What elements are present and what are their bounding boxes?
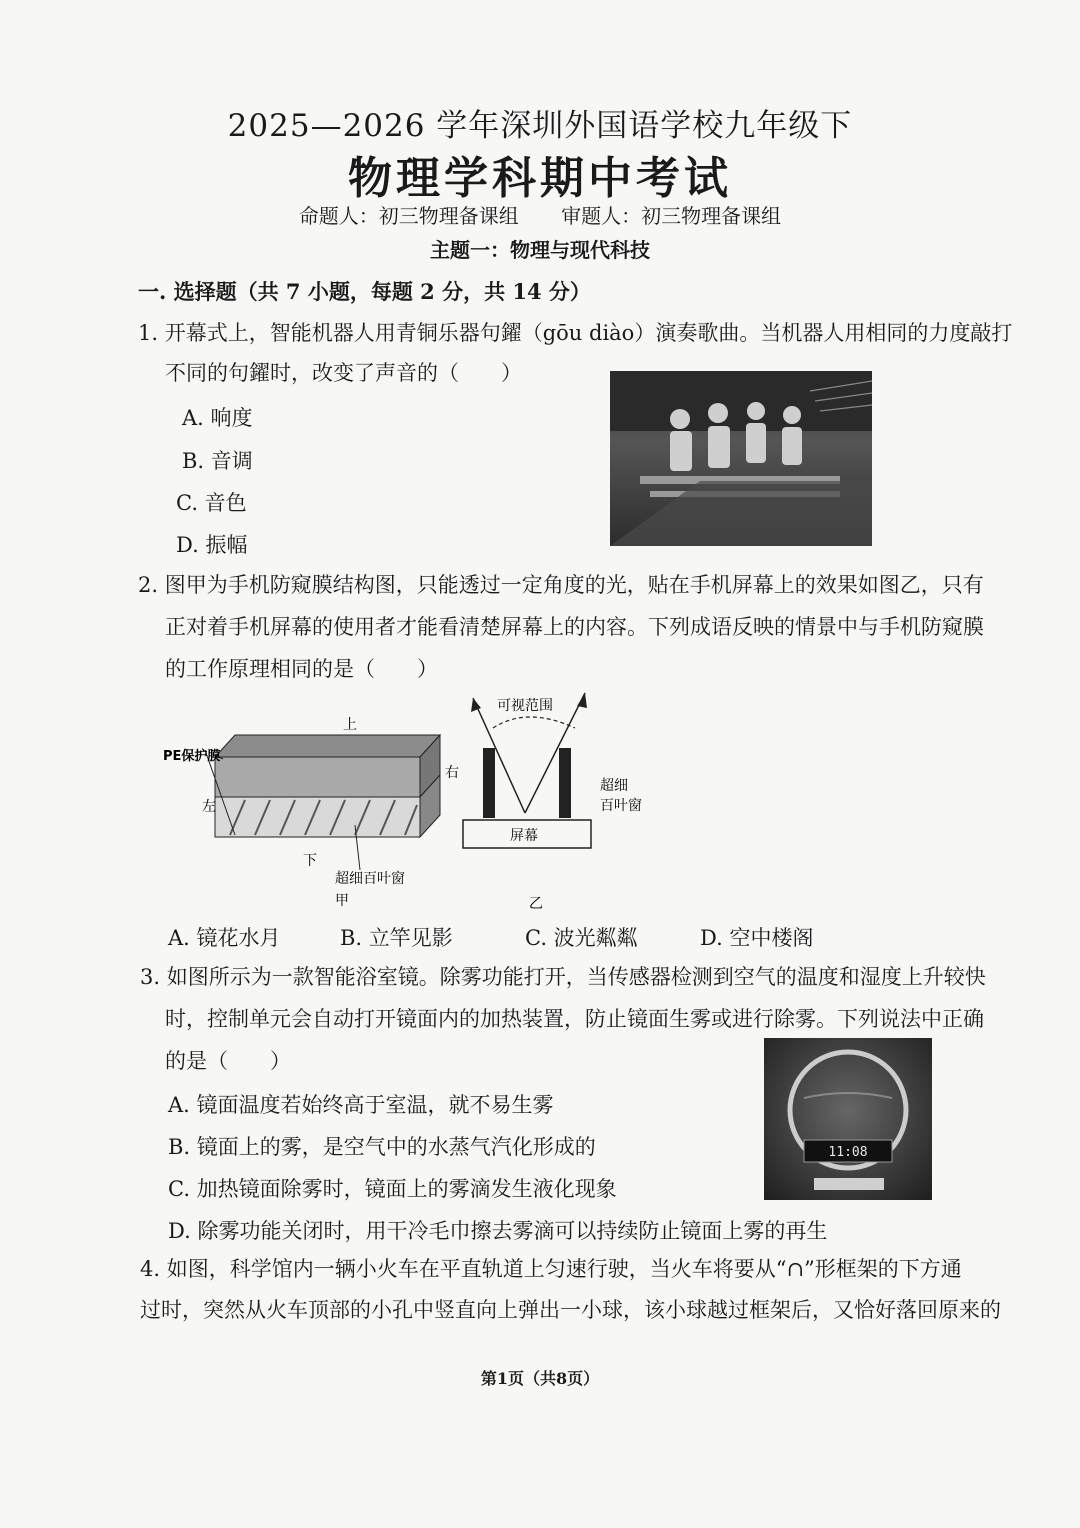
theme-heading: 主题一：物理与现代科技 bbox=[430, 238, 650, 262]
question-3-option-c: C. 加热镜面除雾时，镜面上的雾滴发生液化现象 bbox=[168, 1177, 617, 1201]
question-1-line2: 不同的句鑃时，改变了声音的（ ） bbox=[165, 361, 522, 385]
question-2-line2: 正对着手机屏幕的使用者才能看清楚屏幕上的内容。下列成语反映的情景中与手机防窥膜 bbox=[165, 615, 984, 639]
question-2-option-b: B. 立竿见影 bbox=[340, 926, 453, 950]
authors-line bbox=[0, 200, 1080, 229]
figure-yi-louver-label-2: 百叶窗 bbox=[600, 798, 642, 814]
smart-mirror-photo bbox=[764, 1038, 932, 1200]
figure-yi-louver-label-1: 超细 bbox=[600, 778, 628, 794]
figure-yi-caption: 乙 bbox=[529, 896, 543, 912]
question-2-line1: 2. 图甲为手机防窥膜结构图，只能透过一定角度的光，贴在手机屏幕上的效果如图乙，只有 bbox=[138, 573, 984, 597]
question-3-option-a: A. 镜面温度若始终高于室温，就不易生雾 bbox=[168, 1093, 554, 1117]
figure-jia-right-label: 右 bbox=[445, 765, 459, 781]
reviewer-label: 审题人：初三物理备课组 bbox=[561, 204, 782, 228]
figure-jia-top-label: 上 bbox=[343, 717, 357, 733]
question-1-option-b: B. 音调 bbox=[182, 449, 253, 473]
privacy-film-view-figure bbox=[455, 688, 665, 913]
figure-yi-view-label: 可视范围 bbox=[497, 698, 553, 714]
privacy-film-structure-figure bbox=[155, 705, 459, 915]
question-2-option-d: D. 空中楼阁 bbox=[700, 926, 814, 950]
mirror-clock-text: 11:08 bbox=[828, 1145, 868, 1160]
question-4-line2: 过时，突然从火车顶部的小孔中竖直向上弹出一小球，该小球越过框架后，又恰好落回原来的 bbox=[140, 1298, 1001, 1322]
section-heading: 一. 选择题（共 7 小题，每题 2 分，共 14 分） bbox=[138, 279, 591, 304]
question-1-option-c: C. 音色 bbox=[176, 491, 247, 515]
question-3-option-b: B. 镜面上的雾，是空气中的水蒸气汽化形成的 bbox=[168, 1135, 596, 1159]
page-number: 第1页（共8页） bbox=[480, 1369, 600, 1388]
question-2-option-a: A. 镜花水月 bbox=[168, 926, 281, 950]
figure-yi-screen-label: 屏幕 bbox=[510, 828, 538, 844]
question-3-line2: 时，控制单元会自动打开镜面内的加热装置，防止镜面生雾或进行除雾。下列说法中正确 bbox=[165, 1007, 984, 1031]
exam-title-line1: 2025—2026 学年深圳外国语学校九年级下 bbox=[227, 108, 853, 144]
question-4-line1: 4. 如图，科学馆内一辆小火车在平直轨道上匀速行驶，当火车将要从“∩”形框架的下方通 bbox=[140, 1257, 962, 1281]
robot-orchestra-photo bbox=[610, 371, 872, 546]
question-3-line1: 3. 如图所示为一款智能浴室镜。除雾功能打开，当传感器检测到空气的温度和湿度上升较快 bbox=[140, 965, 986, 989]
question-2-option-c: C. 波光粼粼 bbox=[525, 926, 638, 950]
exam-title-line2: 物理学科期中考试 bbox=[348, 153, 732, 204]
figure-jia-bottom-label: 下 bbox=[303, 853, 317, 869]
figure-jia-louver-label: 超细百叶窗 bbox=[335, 871, 405, 887]
question-1-option-a: A. 响度 bbox=[182, 406, 253, 430]
question-3-option-d: D. 除雾功能关闭时，用干冷毛巾擦去雾滴可以持续防止镜面上雾的再生 bbox=[168, 1219, 828, 1243]
question-1-line1: 1. 开幕式上，智能机器人用青铜乐器句鑃（gōu diào）演奏歌曲。当机器人用相同的力度敲打 bbox=[138, 321, 1013, 345]
author-label: 命题人：初三物理备课组 bbox=[298, 204, 519, 228]
figure-jia-left-label: 左 bbox=[202, 799, 216, 815]
question-2-line3: 的工作原理相同的是（ ） bbox=[165, 657, 438, 681]
figure-jia-pe-label: PE保护膜 bbox=[163, 749, 221, 764]
question-1-option-d: D. 振幅 bbox=[176, 533, 248, 557]
figure-jia-caption: 甲 bbox=[335, 893, 349, 909]
question-3-line3: 的是（ ） bbox=[165, 1049, 291, 1073]
